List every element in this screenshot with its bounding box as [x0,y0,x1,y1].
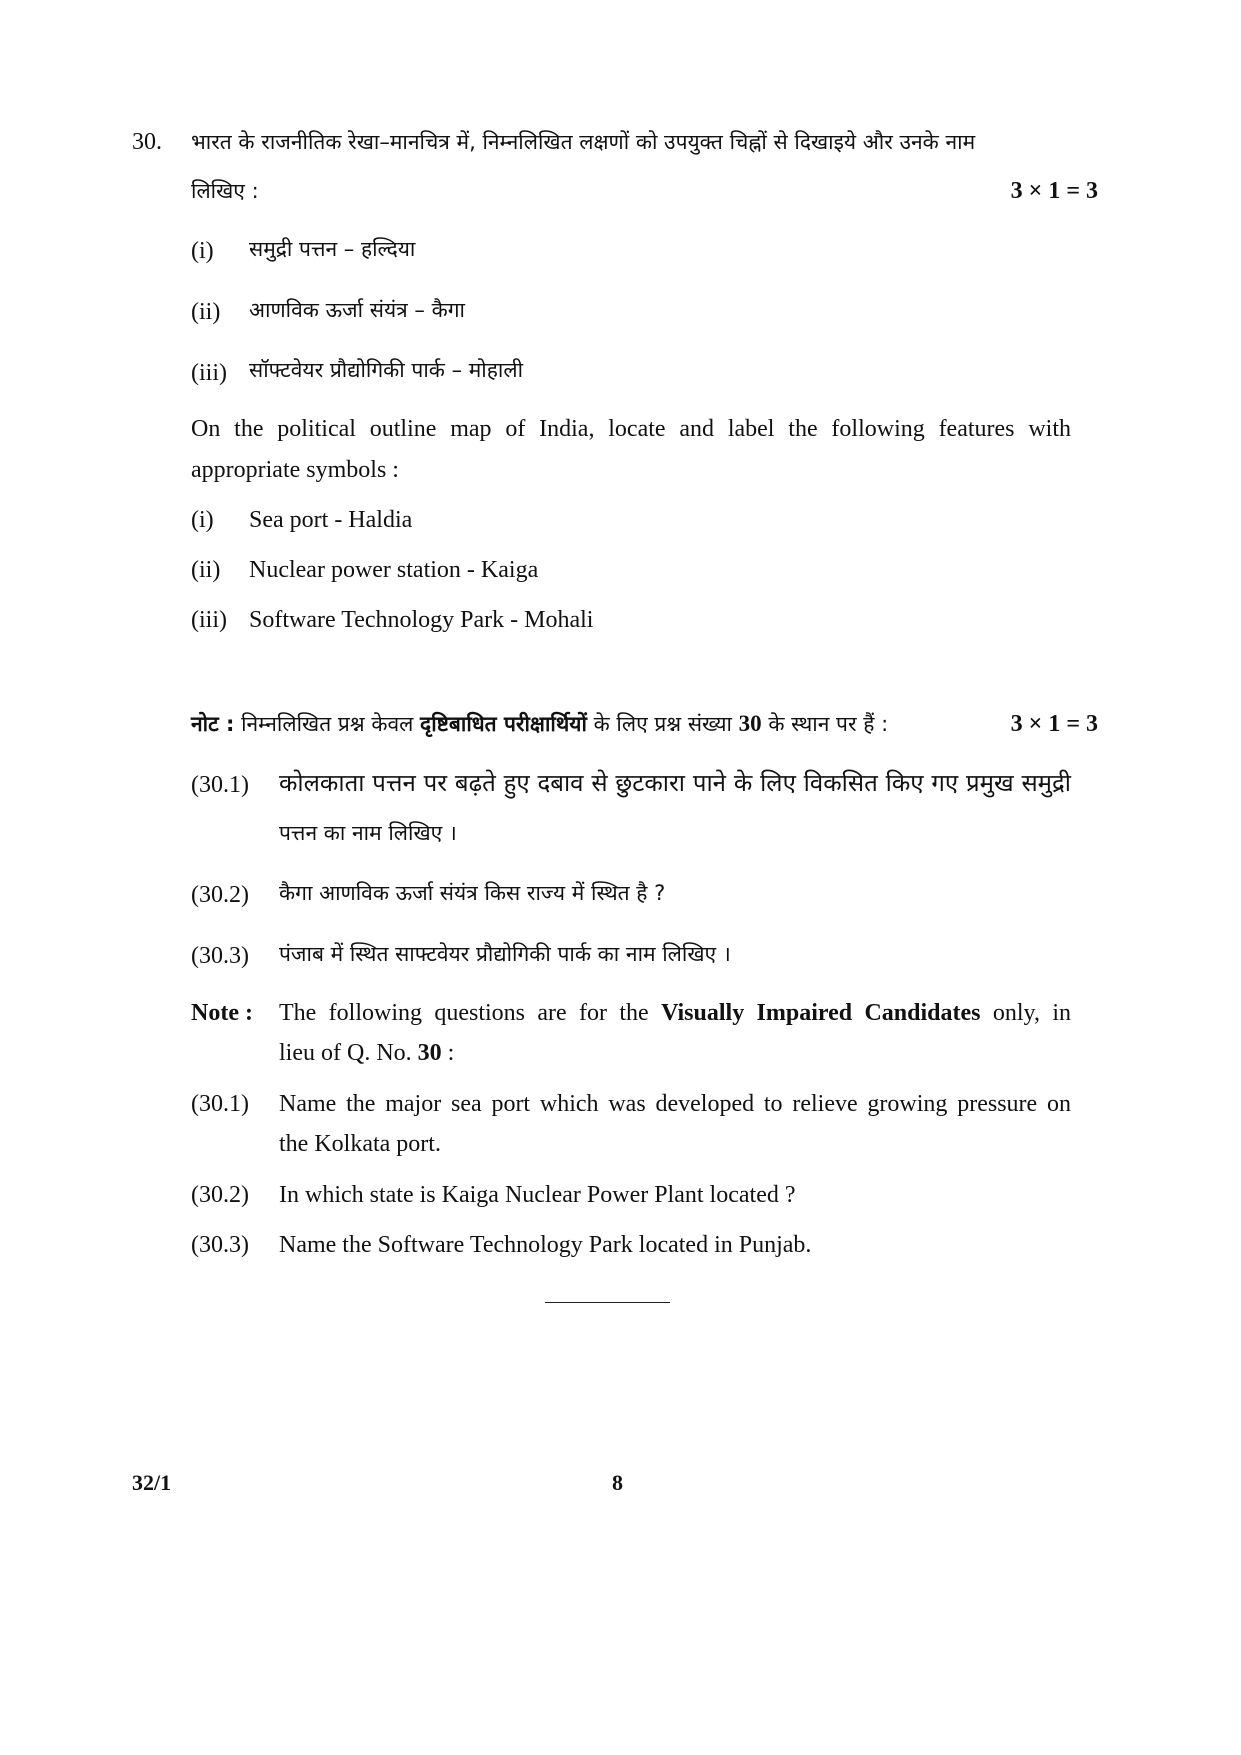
english-item-text: Software Technology Park - Mohali [249,607,594,633]
note-english-line-1 [279,998,1071,1028]
note-hindi-number: 30 [738,711,762,736]
note-english-number: 30 [417,1040,442,1066]
note-hindi-line [191,709,888,739]
note-hindi-text: के लिए प्रश्न संख्या [593,712,732,736]
english-item-label: (i) [191,507,214,533]
note-hindi-item-label: (30.1) [191,772,249,798]
note-english-bold: Visually Impaired Candidates [661,1000,981,1026]
english-item-label: (ii) [191,557,221,583]
note-hindi-text: के स्थान पर हैं : [768,712,889,736]
hindi-item-label: (ii) [191,299,221,325]
note-english-item-label: (30.3) [191,1232,249,1258]
note-hindi-item-text: पंजाब में स्थित साफ्टवेयर प्रौद्योगिकी पार्क का नाम लिखिए । [279,942,731,966]
english-item-text: Sea port - Haldia [249,507,413,533]
note-english-line-2 [279,1038,454,1068]
note-hindi-item-text: पत्तन का नाम लिखिए । [279,821,457,845]
hindi-item-label: (iii) [191,360,227,386]
note-english-label: Note : [191,1000,253,1026]
note-english-text: : [447,1040,455,1066]
english-item-label: (iii) [191,607,227,633]
page-number: 8 [612,1470,623,1495]
note-hindi-marks: 3 × 1 = 3 [1010,711,1098,737]
note-english-text: The following questions are for the [279,1000,649,1026]
note-english-item-text: In which state is Kaiga Nuclear Power Plant located ? [279,1182,796,1208]
note-hindi-item-label: (30.2) [191,882,249,908]
end-divider [545,1302,670,1303]
english-item-text: Nuclear power station - Kaiga [249,557,539,583]
question-marks: 3 × 1 = 3 [1010,178,1098,204]
question-english-line-2: appropriate symbols : [191,457,399,483]
note-english-item-text: Name the Software Technology Park located in Punjab. [279,1232,812,1258]
note-hindi-label: नोट : [191,712,235,736]
note-english-item-label: (30.1) [191,1091,249,1117]
note-english-text: lieu of Q. No. [279,1040,412,1066]
note-english-text: only, in [992,1000,1072,1026]
question-hindi-line-2: लिखिए : [191,179,259,203]
note-hindi-item-text: कैगा आणविक ऊर्जा संयंत्र किस राज्य में स्थित है ? [279,881,666,905]
hindi-item-text: समुद्री पत्तन – हल्दिया [249,237,416,261]
hindi-item-text: सॉफ्टवेयर प्रौद्योगिकी पार्क – मोहाली [249,358,524,382]
note-hindi-bold: दृष्टिबाधित परीक्षार्थियों [420,712,587,736]
question-number: 30. [132,129,162,155]
note-english-item-text: the Kolkata port. [279,1131,441,1157]
note-hindi-item-text: कोलकाता पत्तन पर बढ़ते हुए दबाव से छुटकारा पाने के लिए विकसित किए गए प्रमुख समुद्री [279,769,1071,797]
note-hindi-item-label: (30.3) [191,943,249,969]
hindi-item-text: आणविक ऊर्जा संयंत्र – कैगा [249,298,465,322]
note-english-item-text: Name the major sea port which was developed to relieve growing pressure on [279,1091,1071,1117]
question-hindi-line-1: भारत के राजनीतिक रेखा–मानचित्र में, निम्नलिखित लक्षणों को उपयुक्त चिह्नों से दिखाइये और उनके नाम [191,130,976,154]
hindi-item-label: (i) [191,238,214,264]
question-english-line-1: On the political outline map of India, locate and label the following features with [191,416,1071,442]
paper-code: 32/1 [132,1470,172,1495]
note-hindi-text: निम्नलिखित प्रश्न केवल [241,712,414,736]
note-english-item-label: (30.2) [191,1182,249,1208]
